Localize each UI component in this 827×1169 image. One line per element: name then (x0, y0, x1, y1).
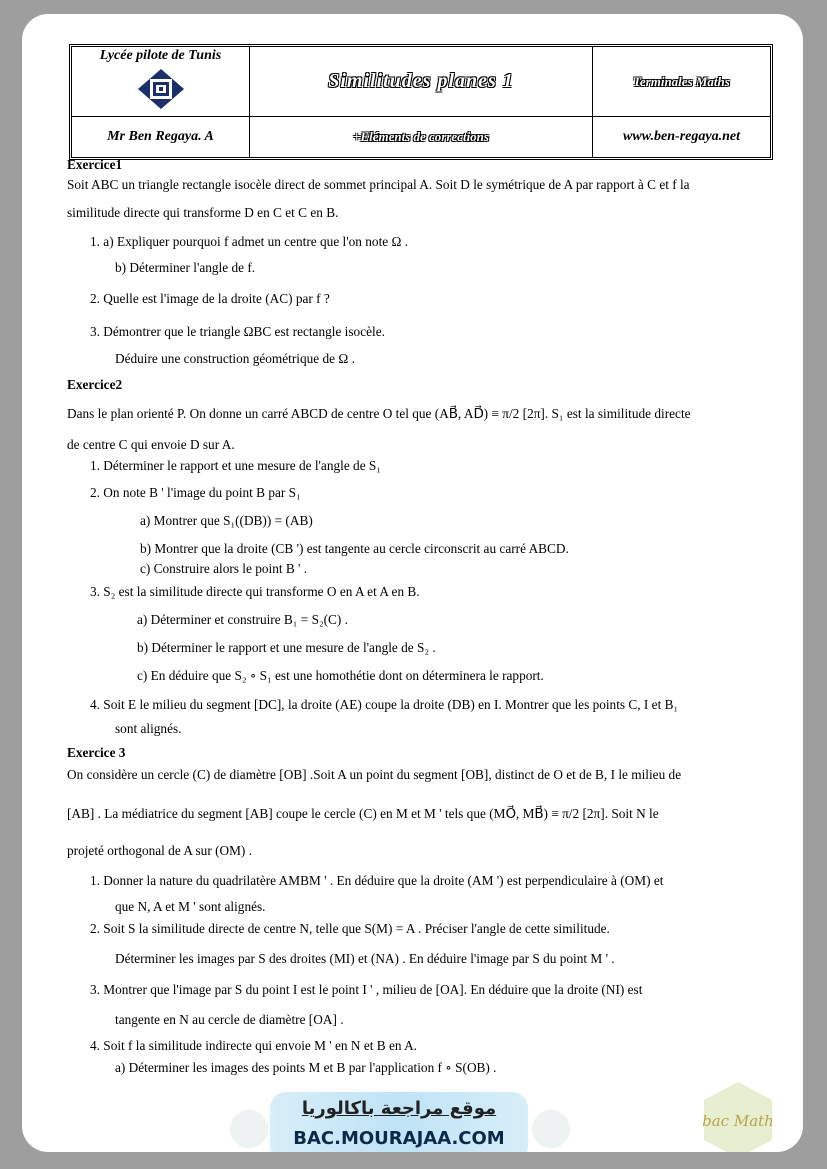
header-table (69, 44, 773, 160)
exercise1-question1b: b) Déterminer l'angle de f. (115, 260, 256, 275)
exercise3-text-line3: projeté orthogonal de A sur (OM) . (67, 843, 253, 858)
author-name: Mr Ben Regaya. A (107, 129, 214, 144)
author-cell (72, 117, 250, 157)
right-badge-icon (532, 1110, 570, 1148)
exercise3-text-line1: On considère un cercle (C) de diamètre [OB] .Soit A un point du segment [OB], distinct de O et de B, I le milieu de (67, 767, 682, 782)
banner-arabic-text: موقع مراجعة باكالوريا (301, 1098, 497, 1119)
exercise2-question3: 3. S₂ est la similitude directe qui transforme O en A et A en B. (90, 584, 420, 599)
exercise3-question2: 2. Soit S la similitude directe de centre N, telle que S(M) = A . Préciser l'angle de cette similitude. (90, 921, 610, 936)
exercise2-question3b: b) Déterminer le rapport et une mesure de l'angle de S₂ . (137, 640, 436, 655)
exercise3-text-line2: [AB] . La médiatrice du segment [AB] coupe le cercle (C) en M et M ' tels que (MO⃗, MB⃗) ≡ π/2 [2π]. Soit N le (67, 806, 659, 821)
exercise2-question4: 4. Soit E le milieu du segment [DC], la droite (AE) coupe la droite (DB) en I. Montrer que les points C, I et B₁ (90, 697, 679, 712)
exercise2-text-line2: de centre C qui envoie D sur A. (67, 437, 235, 452)
exercise2-question2a: a) Montrer que S₁((DB)) = (AB) (140, 513, 313, 528)
website-cell (593, 117, 770, 157)
bac-math-logo (698, 1080, 778, 1152)
exercise1-title: Exercice1 (67, 157, 123, 172)
exercise2-question4b: sont alignés. (115, 721, 182, 736)
exercise2-question2: 2. On note B ' l'image du point B par S₁ (90, 485, 301, 500)
exercise2-question2b: b) Montrer que la droite (CB ') est tangente au cercle circonscrit au carré ABCD. (140, 541, 569, 556)
exercise1-question3: 3. Démontrer que le triangle ΩBC est rectangle isocèle. (90, 324, 385, 339)
exercise3-question1b: que N, A et M ' sont alignés. (115, 899, 266, 914)
exercise3-question3: 3. Montrer que l'image par S du point I est le point I ' , milieu de [OA]. En déduire que la droite (NI) est (90, 982, 643, 997)
svg-text:bac Math: bac Math (702, 1112, 774, 1130)
exercise1-question3b: Déduire une construction géométrique de Ω . (115, 351, 355, 366)
left-badge-icon (230, 1110, 268, 1148)
exercise1-text-line1: Soit ABC un triangle rectangle isocèle direct de sommet principal A. Soit D le symétrique de A par rapport à C et f la (67, 177, 690, 192)
site-banner[interactable] (270, 1092, 528, 1152)
document-subtitle: +Eléments de corrections (353, 129, 489, 144)
exercise2-text-line1: Dans le plan orienté P. On donne un carré ABCD de centre O tel que (AB⃗, AD⃗) ≡ π/2 [2π]. S₁ est la similitude directe (67, 406, 691, 421)
school-cell (72, 47, 250, 117)
exercise2-question2c: c) Construire alors le point B ' . (140, 561, 308, 576)
banner-url-text: BAC.MOURAJAA.COM (293, 1128, 505, 1149)
document-page (22, 14, 803, 1152)
website-link[interactable]: www.ben-regaya.net (623, 129, 740, 144)
exercise1-question2: 2. Quelle est l'image de la droite (AC) par f ? (90, 291, 330, 306)
school-logo-icon (137, 68, 185, 110)
level-label: Terminales Maths (633, 73, 730, 89)
exercise3-question1: 1. Donner la nature du quadrilatère AMBM ' . En déduire que la droite (AM ') est perpendiculaire à (OM) et (90, 873, 664, 888)
exercise1-question1a: 1. a) Expliquer pourquoi f admet un centre que l'on note Ω . (90, 234, 409, 249)
title-cell (250, 47, 593, 117)
school-name: Lycée pilote de Tunis (99, 47, 222, 63)
exercise3-question4a: a) Déterminer les images des points M et B par l'application f ∘ S(OB) . (115, 1060, 497, 1075)
exercise3-question4: 4. Soit f la similitude indirecte qui envoie M ' en N et B en A. (90, 1038, 418, 1053)
exercise2-title: Exercice2 (67, 377, 123, 392)
exercise1-text-line2: similitude directe qui transforme D en C et C en B. (67, 205, 339, 220)
subtitle-cell (250, 117, 593, 157)
level-cell (593, 47, 770, 117)
exercise3-question2b: Déterminer les images par S des droites (MI) et (NA) . En déduire l'image par S du point M ' . (115, 951, 615, 966)
exercise3-question3b: tangente en N au cercle de diamètre [OA] . (115, 1012, 344, 1027)
exercise2-question3a: a) Déterminer et construire B₁ = S₂(C) . (137, 612, 348, 627)
exercise2-question3c: c) En déduire que S₂ ∘ S₁ est une homothétie dont on déterminera le rapport. (137, 668, 544, 683)
exercise2-question1: 1. Déterminer le rapport et une mesure de l'angle de S₁ (90, 458, 381, 473)
exercise3-title: Exercice 3 (67, 745, 126, 760)
document-title: Similitudes planes 1 (328, 70, 514, 92)
